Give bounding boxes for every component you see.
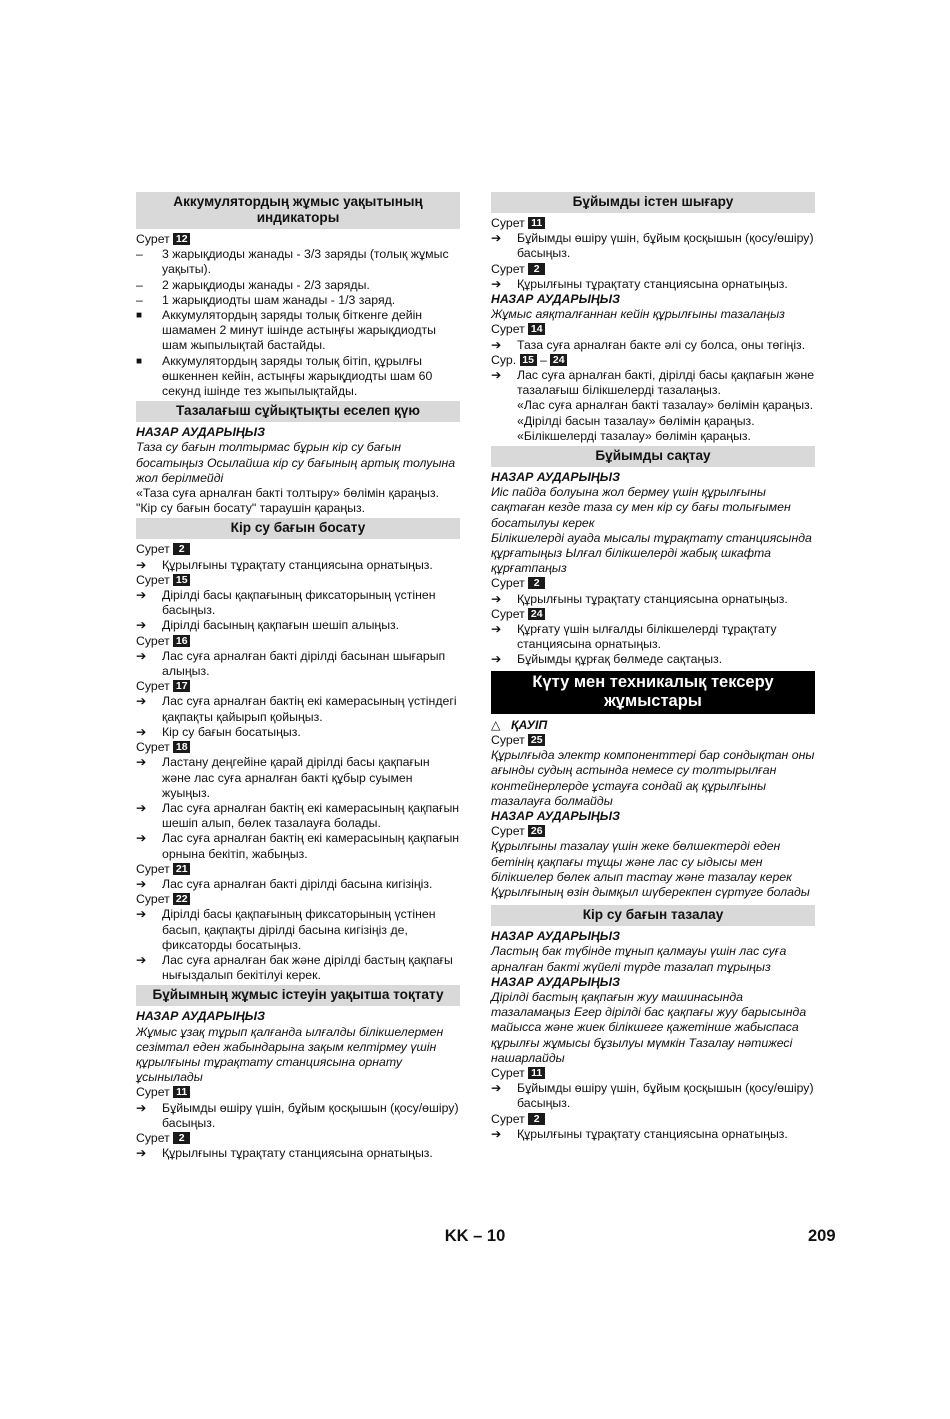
warning-triangle-icon: △	[491, 717, 501, 732]
figure-ref: Сурет 26	[491, 824, 815, 839]
arrow-icon: ➔	[136, 694, 147, 709]
step-item: ➔ Лас суға арналған бакті, дірілді басы қақпағын және тазалағыш білікшелерді тазалаңыз. «Лас суға арналған бакті тазалау» бөлімін қараңыз. «Дірілді басын тазалау» бөлімін қараңыз. «Білікшелерді тазалау» бөлімін қараңыз.	[491, 368, 815, 443]
arrow-icon: ➔	[136, 907, 147, 922]
arrow-icon: ➔	[136, 831, 147, 846]
arrow-icon: ➔	[136, 755, 147, 770]
figure-ref: Сурет 22	[136, 892, 460, 907]
step-item: ➔ Бұйымды өшіру үшін, бұйым қосқышын (қосу/өшіру) басыңыз.	[136, 1100, 459, 1130]
cross-reference: «Таза суға арналған бакті толтыру» бөлімін қараңыз.	[136, 486, 440, 501]
step-item: ➔ Дірілді басы қақпағының фиксаторының үстінен басыңыз.	[136, 588, 436, 618]
dash-marker: –	[136, 277, 143, 292]
arrow-icon: ➔	[136, 1146, 147, 1161]
note-title: НАЗАР АУДАРЫҢЫЗ	[491, 808, 620, 823]
arrow-icon: ➔	[491, 337, 502, 352]
figure-number: 21	[173, 863, 190, 875]
figure-number: 26	[528, 825, 545, 837]
figure-number: 24	[550, 354, 567, 366]
arrow-icon: ➔	[491, 652, 502, 667]
step-item: ➔ Бұйымды құрғақ бөлмеде сақтаңыз.	[491, 652, 723, 667]
figure-number: 15	[520, 354, 537, 366]
note-text: Құрылғыны тазалау үшін жеке бөлшектерді еден бетінің қақпағы тұщы және лас су ыдысы мен білікшелер бөлек алып тастау және тазалау керек Құрылғының өзін дымқыл шүберекпен сүртуге болады	[491, 839, 810, 899]
step-item: ➔ Лас суға арналған бактің екі камерасының қақпағын орнына бекітіп, жабыңыз.	[136, 831, 460, 861]
figure-number: 17	[173, 680, 190, 692]
list-item: – 1 жарықдиодты шам жанады - 1/3 заряд.	[136, 292, 396, 307]
section-heading-shutdown: Бұйымды істен шығару	[491, 192, 815, 213]
step-item: ➔ Құрылғыны тұрақтату станциясына орнатыңыз.	[491, 1126, 788, 1141]
arrow-icon: ➔	[136, 648, 147, 663]
arrow-icon: ➔	[136, 724, 147, 739]
danger-title: △ ҚАУІП	[491, 717, 548, 732]
figure-ref: Сурет 17	[136, 679, 460, 694]
dash-marker: –	[136, 247, 143, 262]
step-item: ➔ Құрылғыны тұрақтату станциясына орнатыңыз.	[491, 591, 788, 606]
figure-number: 2	[173, 543, 190, 555]
step-item: ➔ Дірілді басы қақпағының фиксаторының үстінен басып, қақпақты дірілді басына кигізіңіз де, фиксаторды босатыңыз.	[136, 907, 436, 952]
cross-reference: "Кір су бағын босату" тараушін қараңыз.	[136, 501, 366, 516]
figure-ref: Сурет 25	[491, 733, 815, 748]
note-text: Иіс пайда болуына жол бермеу үшін құрылғыны сақтаған кезде таза су мен кір су бағы толығымен босатылуы керек	[491, 485, 791, 530]
figure-ref: Сурет 2	[491, 576, 815, 591]
note-title: НАЗАР АУДАРЫҢЫЗ	[491, 292, 620, 307]
figure-ref: Сурет 11	[136, 1085, 460, 1100]
arrow-icon: ➔	[491, 1081, 502, 1096]
arrow-icon: ➔	[136, 800, 147, 815]
step-item: ➔ Құрылғыны тұрақтату станциясына орнатыңыз.	[136, 1146, 433, 1161]
dash-marker: –	[136, 292, 143, 307]
step-item: ➔ Таза суға арналған бакте әлі су болса, оны төгіңіз.	[491, 337, 806, 352]
figure-ref: Сурет 2	[491, 1112, 815, 1127]
figure-ref: Сурет 15	[136, 573, 460, 588]
figure-number: 14	[528, 323, 545, 335]
arrow-icon: ➔	[136, 1100, 147, 1115]
note-title: НАЗАР АУДАРЫҢЫЗ	[491, 929, 620, 944]
note-text: Таза су бағын толтырмас бұрын кір су бағын босатыңыз Осылайша кір су бағының артық толуына жол берілмейді	[136, 440, 456, 485]
right-column	[491, 192, 815, 1142]
arrow-icon: ➔	[136, 618, 147, 633]
list-item: – 2 жарықдиоды жанады - 2/3 заряды.	[136, 277, 370, 292]
arrow-icon: ➔	[136, 588, 147, 603]
figure-ref: Сурет 21	[136, 862, 460, 877]
figure-number: 15	[173, 574, 190, 586]
figure-number: 12	[173, 233, 190, 245]
arrow-icon: ➔	[136, 876, 147, 891]
figure-number: 11	[528, 1067, 545, 1079]
step-item: ➔ Лас суға арналған бак және дірілді бастың қақпағы нығыздалып бекітілуі керек.	[136, 952, 453, 983]
footer-section-code: KK – 10	[444, 1227, 506, 1245]
section-heading-empty-dirty-tank: Кір су бағын босату	[136, 518, 460, 539]
square-bullet-icon: ■	[136, 310, 143, 322]
figure-number: 11	[528, 217, 545, 229]
figure-ref: Сурет 14	[491, 322, 815, 337]
note-text: Ластың бак түбінде тұнып қалмауы үшін лас суға арналған бакті жүйелі түрде тазалап тұрыңыз	[491, 944, 787, 974]
note-title: НАЗАР АУДАРЫҢЫЗ	[491, 974, 620, 989]
figure-ref: Сурет 18	[136, 740, 460, 755]
square-bullet-icon: ■	[136, 355, 143, 367]
note-title: НАЗАР АУДАРЫҢЫЗ	[136, 1009, 265, 1024]
step-item: ➔ Бұйымды өшіру үшін, бұйым қосқышын (қосу/өшіру) басыңыз.	[491, 231, 814, 261]
step-item: ➔ Бұйымды өшіру үшін, бұйым қосқышын (қосу/өшіру) басыңыз.	[491, 1081, 814, 1111]
note-title: НАЗАР АУДАРЫҢЫЗ	[136, 425, 265, 440]
section-heading-detergent: Тазалағыш сұйықтықты еселеп қүю	[136, 401, 460, 422]
figure-ref: Сурет 2	[136, 1131, 460, 1146]
cross-reference: «Лас суға арналған бакті тазалау» бөлімін қараңыз.	[517, 398, 814, 413]
note-title: НАЗАР АУДАРЫҢЫЗ	[491, 470, 620, 485]
step-item: ➔ Құрғату үшін ылғалды білікшелерді тұрақтату станциясына орнатыңыз.	[491, 622, 777, 652]
step-item: ➔ Лас суға арналған бакті дірілді басына кигізіңіз.	[136, 876, 433, 891]
figure-number: 2	[173, 1132, 190, 1144]
arrow-icon: ➔	[491, 368, 502, 383]
step-item: ➔ Ластану деңгейіне қарай дірілді басы қақпағын және лас суға арналған бакті құбыр суымен жуыңыз.	[136, 755, 430, 800]
figure-number: 16	[173, 635, 190, 647]
note-text: Білікшелерді ауада мысалы тұрақтату станциясында құрғатыңыз Ылғал білікшелерді жабық шкафта құрғатпаңыз	[491, 530, 812, 576]
figure-number: 2	[528, 263, 545, 275]
figure-ref: Сурет 11	[491, 1066, 815, 1081]
step-item: ➔ Кір су бағын босатыңыз.	[136, 724, 301, 739]
figure-ref: Сурет 12	[136, 232, 460, 247]
figure-number: 22	[173, 893, 190, 905]
cross-reference: «Білікшелерді тазалау» бөлімін қараңыз.	[517, 428, 751, 443]
section-heading-battery-indicator: Аккумулятордың жұмыс уақытының индикаторы	[136, 192, 460, 229]
step-item: ➔ Лас суға арналған бакті дірілді басынан шығарып алыңыз.	[136, 648, 446, 679]
figure-ref: Сурет 24	[491, 607, 815, 622]
list-item: – 3 жарықдиоды жанады - 3/3 заряды (толық жұмыс уақыты).	[136, 247, 449, 277]
arrow-icon: ➔	[491, 231, 502, 246]
note-text: Дірілді бастың қақпағын жуу машинасында тазаламаңыз Егер дірілді бас қақпағы жуу барысында майысса және жиек білікшеге қажетінше жабыспаса құрылғы жұмысы бұзылуы мүмкін Тазалау нәтижесі нашарлайды	[491, 989, 807, 1065]
figure-number: 2	[528, 577, 545, 589]
figure-number: 24	[528, 608, 545, 620]
figure-ref: Сурет 16	[136, 634, 460, 649]
section-heading-storage: Бұйымды сақтау	[491, 446, 815, 467]
step-item: ➔ Құрылғыны тұрақтату станциясына орнатыңыз.	[491, 276, 788, 291]
list-item: ■ Аккумулятордың заряды толық біткенге дейін шамамен 2 минут ішінде астыңғы жарықдиодты шам жыпылықтай бастайды.	[136, 308, 436, 353]
figure-number: 2	[528, 1113, 545, 1125]
note-text: Жұмыс ұзақ тұрып қалғанда ылғалды білікшелермен сезімтал еден жабындарына зақым келтірмеу үшін құрылғыны тұрақтату станциясына орнату ұсынылады	[136, 1024, 444, 1085]
figure-ref: Сур. 15 – 24	[491, 353, 815, 368]
arrow-icon: ➔	[491, 591, 502, 606]
step-item: ➔ Дірілді басының қақпағын шешіп алыңыз.	[136, 618, 400, 633]
page-number: 209	[808, 1227, 836, 1245]
figure-ref: Сурет 2	[491, 262, 815, 277]
arrow-icon: ➔	[491, 622, 502, 637]
figure-number: 18	[173, 741, 190, 753]
cross-reference: «Дірілді басын тазалау» бөлімін қараңыз.	[517, 413, 755, 428]
arrow-icon: ➔	[491, 1126, 502, 1141]
section-heading-pause-operation: Бұйымның жұмыс істеуін уақытша тоқтату	[136, 985, 460, 1006]
figure-number: 25	[528, 734, 545, 746]
step-item: ➔ Құрылғыны тұрақтату станциясына орнатыңыз.	[136, 557, 433, 572]
arrow-icon: ➔	[136, 952, 147, 967]
figure-ref: Сурет 11	[491, 216, 815, 231]
chapter-heading-maintenance: Күту мен техникалық тексеру жұмыстары	[491, 671, 815, 714]
list-item: ■ Аккумулятордың заряды толық бітіп, құрылғы өшкеннен кейін, астыңғы жарықдиодты шам 60 секунд ішінде тез жыпылықтайды.	[136, 353, 433, 399]
danger-text: Құрылғыда электр компоненттері бар сондықтан оны ағынды судың астында немесе су толтырылған контейнерлерде ұстауға сондай ақ құрылғыны тазалауға болмайды	[491, 748, 815, 808]
left-column	[136, 192, 460, 1161]
step-item: ➔ Лас суға арналған бактің екі камерасының үстіндегі қақпақты қайырып қойыңыз.	[136, 694, 457, 724]
arrow-icon: ➔	[491, 276, 502, 291]
arrow-icon: ➔	[136, 557, 147, 572]
step-item: ➔ Лас суға арналған бактің екі камерасының қақпағын шешіп алып, бөлек тазалауға болады.	[136, 800, 460, 831]
section-heading-clean-dirty-tank: Кір су бағын тазалау	[491, 905, 815, 926]
figure-ref: Сурет 2	[136, 542, 460, 557]
figure-number: 11	[173, 1086, 190, 1098]
note-text: Жұмыс аяқталғаннан кейін құрылғыны тазалаңыз	[491, 307, 785, 322]
